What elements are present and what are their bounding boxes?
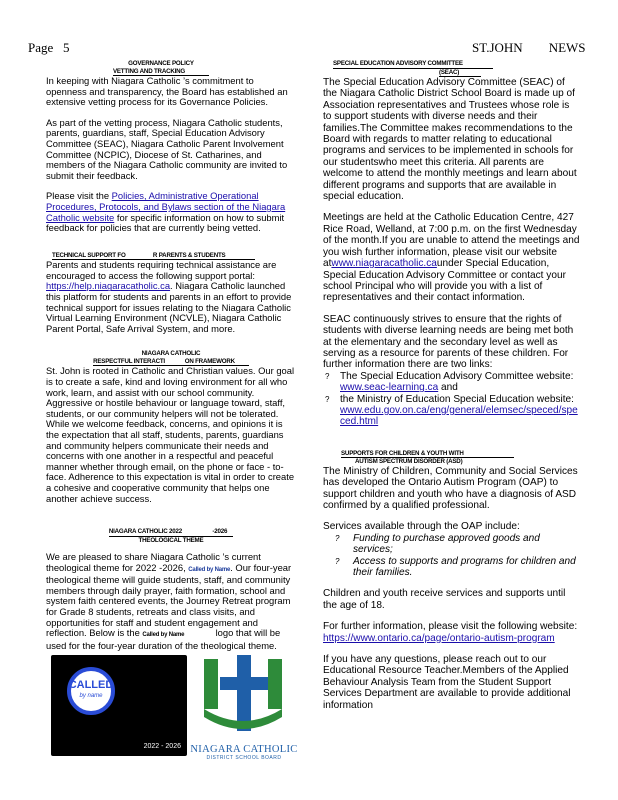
seac-title: SPECIAL EDUCATION ADVISORY COMMITTEE (SEAC)	[323, 60, 580, 77]
called-by-name-tag-2: Called by Name	[142, 632, 185, 639]
page-number: 5	[63, 40, 70, 55]
bullet-marker: ?	[335, 556, 340, 566]
ontario-autism-link[interactable]: https://www.ontario.ca/page/ontario-autism-program	[323, 632, 555, 644]
niagara-catholic-logo	[190, 655, 298, 759]
page-label: Page 5	[28, 40, 70, 55]
asd-para-3: Children and youth receive services and supports until the age of 18.	[323, 588, 566, 611]
called-badge-icon: CALLED by name	[67, 667, 115, 715]
policies-link[interactable]: Policies, Administrative Operational Procedures, Protocols, and Bylaws section of the Niagara Catholic website	[46, 190, 286, 223]
asd-title: SUPPORTS FOR CHILDREN & YOUTH WITH AUTISM SPECTRUM DISORDER (ASD)	[323, 450, 580, 466]
asd-para-1: The Ministry of Children, Community and Social Services has developed the Ontario Autism Program (OAP) to support children and youth who have a diagnosis of ASD confirmed by a qualified professional.	[323, 465, 578, 511]
asd-para-5: If you have any questions, please reach out to our Educational Resource Teacher.Members of the Applied Behaviour Analysis Team from the Student Support Services Department are available to provide additional information	[323, 654, 571, 711]
seac-para-2: Meetings are held at the Catholic Education Centre, 427 Rice Road, Welland, at 7:00 p.m. on the first Wednesday of the month.If you are unable to attend the meetings and you wish further information, please visit our website atwww.niagaracatholic.caunder Special Education, Special Education Advisory Committee or contact your school Principal who will provide you with a list of representatives and their contact information.	[323, 212, 580, 304]
tech-support-para: Parents and students requiring technical assistance are encouraged to access the following support portal: https://help.niagaracatholic.ca. Niagara Catholic launched this platform for students and parents in an effort to provide technical support for issues relating to the Niagara Catholic Virtual Learning Environment (NCVLE), Niagara Catholic Parent Portal, Safe Arrival System, and more.	[46, 259, 292, 334]
governance-para-3: Please visit the Policies, Administrative Operational Procedures, Protocols, and Bylaws section of the Niagara Catholic website for specific information on how to submit feedback for policies that are currently being vetted.	[46, 190, 286, 234]
nc-name: NIAGARA CATHOLIC	[190, 744, 298, 755]
governance-title: GOVERNANCE POLICY VETTING AND TRACKING	[26, 60, 296, 76]
theme-title: NIAGARA CATHOLIC 2022 -2026 THEOLOGICAL THEME	[46, 528, 296, 544]
governance-para-1: In keeping with Niagara Catholic ’s commitment to openness and transparency, the Board has established an extensive vetting process for its Governance Policies.	[46, 75, 288, 108]
respect-title: NIAGARA CATHOLIC RESPECTFUL INTERACTI ON FRAMEWORK	[46, 350, 296, 366]
seac-link-item-1: ? The Special Education Advisory Committee website: www.seac-learning.ca and	[325, 370, 574, 394]
tech-support-title: TECHNICAL SUPPORT FO R PARENTS & STUDENTS	[46, 252, 296, 261]
seac-link-item-2: ? the Ministry of Education Special Education website: www.edu.gov.on.ca/eng/general/elemsec/speced/speced.html	[325, 393, 578, 428]
oap-item-2: ? Access to supports and programs for children and their families.	[335, 555, 576, 579]
called-by-name-logo	[51, 655, 187, 756]
called-years: 2022 - 2026	[143, 743, 181, 750]
theme-para: We are pleased to share Niagara Catholic ’s current theological theme for 2022 -2026, Called by Name. Our four-year theological theme will guide students, staff, and community members through daily prayer, faith formation, school and system faith centered events, the Journey Retreat program for Grade 8 students, retreats and class visits, and opportunities for staff and student engagement and reflection. Below is the Called by Name logo that will be used for the four-year duration of the theological theme.	[46, 551, 292, 651]
right-column	[323, 60, 580, 711]
asd-para-4: For further information, please visit the following website:	[323, 621, 578, 633]
respect-para: St. John is rooted in Catholic and Christian values. Our goal is to create a safe, kind and loving environment for all who work, learn, and assist with our school community. Aggressive or hostile behaviour or language toward, staff, students, or our community helpers will not be tolerated. While we welcome feedback, concerns, and opinions it is the expectation that all staff, students, parents, guardians and community helpers communicate their needs and concerns with one another in a respectful and peaceful manner whether through email, on the phone or face - to-face. Adherence to this expectation is vital in order to create a cohesive and cooperative community that helps one another achieve success.	[46, 365, 295, 504]
help-portal-link[interactable]: https://help.niagaracatholic.ca	[46, 280, 171, 292]
ministry-speced-link[interactable]: www.edu.gov.on.ca/eng/general/elemsec/speced/speced.html	[340, 404, 578, 428]
oap-item-1: ? Funding to purchase approved goods and services;	[335, 532, 540, 556]
nc-sub: DISTRICT SCHOOL BOARD	[206, 755, 282, 761]
publication-name: ST.JOHN NEWS	[472, 40, 586, 55]
niagara-catholic-cross-icon	[190, 655, 298, 735]
left-column	[46, 60, 296, 651]
governance-para-2: As part of the vetting process, Niagara Catholic students, parents, guardians, staff, Special Education Advisory Committee (SEAC), Niagara Catholic Parent Involvement Committee (NCPIC), Diocese of St. Catharines, and members of the Niagara Catholic community are invited to submit their feedback.	[46, 116, 288, 181]
bullet-marker: ?	[325, 394, 330, 404]
bullet-marker: ?	[335, 533, 340, 543]
seac-para-1: The Special Education Advisory Committee (SEAC) of the Niagara Catholic District School Board is made up of Association representatives and Trustees whose role is to support students with diverse needs and their families.The Committee makes recommendations to the Board with regards to matter relating to educational programs and services to be implemented in schools for our studentswho meet this criteria. All parents are welcome to attend the monthly meetings and learn about different programs and supports that are available in special education.	[323, 77, 577, 203]
bullet-marker: ?	[325, 371, 330, 381]
seac-learning-link[interactable]: www.seac-learning.ca	[340, 382, 439, 394]
seac-para-3: SEAC continuously strives to ensure that the rights of students with diverse learning needs are being met both at the elementary and the secondary level as well as serving as a resource for parents of these children. For further information there are two links:	[323, 313, 574, 371]
asd-para-2: Services available through the OAP include:	[323, 521, 520, 533]
called-by-name-tag: Called by Name	[188, 566, 231, 573]
niagaracatholic-link[interactable]: www.niagaracatholic.ca	[331, 258, 437, 270]
